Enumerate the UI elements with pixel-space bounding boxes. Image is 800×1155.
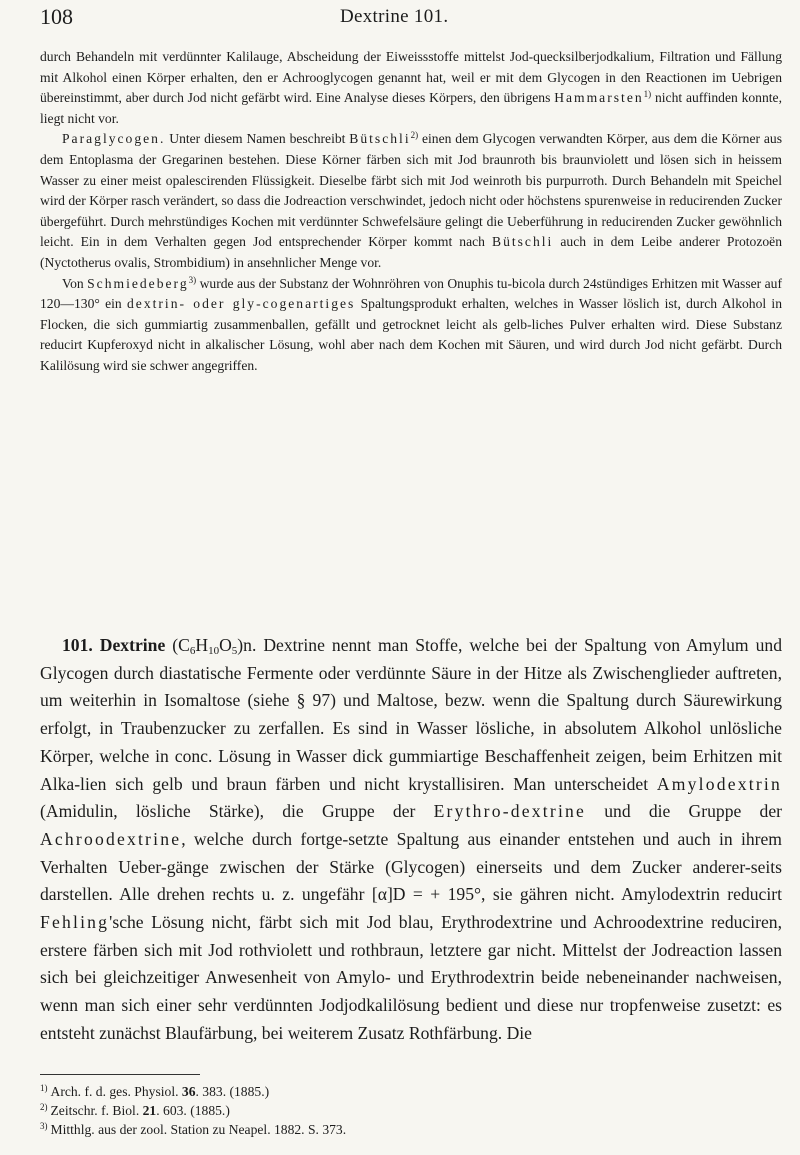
author-name: Bütschli: [492, 234, 554, 250]
term-erythrodextrine: Erythro-dextrine: [433, 801, 587, 822]
term-amylodextrin: Amylodextrin: [656, 773, 782, 794]
page-header: [40, 4, 785, 34]
chemical-formula: $(C_6H_{10}O_5)n$.: [172, 635, 257, 657]
section-number: 101.: [62, 635, 93, 655]
footnote-ref: 3): [188, 274, 197, 285]
footnote-ref: 2): [410, 130, 419, 141]
section-101-dextrine: [40, 632, 782, 1048]
small-print-text: [40, 47, 782, 377]
section-paragraph: 101. Dextrine $(C_6H_{10}O_5)n$. Dextrine nennt man Stoffe, welche bei der Spaltung von Amylum und Glycogen durch diastatische Fermente oder verdünnte Säure in der Hitze als Zwischenglieder auftreten, um weiterhin in Isomaltose (siehe § 97) und Maltose, bezw. wenn die Spaltung durch Säurewirkung erfolgt, in Traubenzucker zu zerfallen. Es sind in Wasser lösliche, in absolutem Alkohol unlösliche Körper, welche in conc. Lösung in Wasser dick gummiartige Beschaffenheit zeigen, beim Erhitzen mit Alka-lien sich gelb und braun färben und nicht krystallisiren. Man unterscheidet Amylodextrin (Amidulin, lösliche Stärke), die Gruppe der Erythro-dextrine und die Gruppe der Achroodextrine, welche durch fortge-setzte Spaltung aus einander entstehen und auch in ihrem Verhalten Ueber-gänge zwischen der Stärke (Glycogen) einerseits und dem Zucker anderer-seits darstellen. Alle drehen rechts u. z. ungefähr [α]D = + 195°, sie gähren nicht. Amylodextrin reducirt Fehling'sche Lösung nicht, färbt sich mit Jod blau, Erythrodextrine und Achroodextrine reduciren, erstere färben sich mit Jod rothviolett und rothbraun, letztere gar nicht. Mittelst der Jodreaction lassen sich bei gleichzeitiger Anwesenheit von Amylo- und Erythrodextrin beide nebeneinander nachweisen, wenn man sich einer sehr verdünnten Jodjodkalilösung bedient und diese nur tropfenweise zusetzt: es entsteht zunächst Blaufärbung, bei weiterem Zusatz Rothfärbung. Die: [40, 635, 782, 1043]
paragraph-schmiedeberg: Von Schmiedeberg$^{3)}$ wurde aus der Substanz der Wohnröhren von Onuphis tu-bicola durch 24stündiges Erhitzen mit Wasser auf 120—130° ein dextrin- oder gly-cogenartiges Spaltungsprodukt erhalten, welches in Wasser löslich ist, durch Alkohol in Flocken, die sich gummiartig zusammenballen, gefällt und getrocknet leicht als gelb-liches Pulver erhalten wird. Diese Substanz reducirt Kupferoxyd nicht in alkalischer Lösung, wohl aber nach dem Kochen mit Säuren, und wird durch Jod nicht gefärbt. Durch Kalilösung wird sie schwer angegriffen.: [40, 274, 783, 373]
author-name: Bütschli: [349, 131, 411, 147]
footnotes: [40, 1082, 346, 1139]
author-name: Hammarsten: [554, 90, 644, 106]
running-title: Dextrine 101.: [340, 6, 449, 27]
term-paraglycogen: Paraglycogen.: [62, 131, 166, 147]
book-page: [40, 0, 785, 1155]
author-name: Schmiedeberg: [87, 275, 189, 291]
page-number: 108: [40, 4, 73, 29]
author-name: Fehling: [40, 912, 110, 933]
footnote: $^{3)}$ Mitthlg. aus der zool. Station zu Neapel. 1882. S. 373.: [40, 1121, 347, 1137]
footnote-ref: 1): [643, 89, 652, 100]
term-dextrinartig: dextrin- oder gly-cogenartiges: [126, 296, 356, 312]
section-heading: Dextrine: [99, 635, 166, 655]
footnote-divider: [40, 1074, 200, 1075]
footnote: $^{2)}$ Zeitschr. f. Biol. 21. 603. (1885.): [40, 1102, 230, 1118]
term-achroodextrine: Achroodextrine: [40, 828, 182, 849]
paragraph-paraglycogen: Paraglycogen. Unter diesem Namen beschreibt Bütschli$^{2)}$ einen dem Glycogen verwandten Körper, aus dem die Körner aus dem Entoplasma der Gregarinen bestehen. Diese Körner färben sich mit Jod braunroth bis braunviolett und lösen sich in heissem Wasser zu einer meist opalescirenden Flüssigkeit. Dieselbe färbt sich mit Jod weinroth bis purpurroth. Durch Behandeln mit Speichel wird der Körper rasch verändert, so dass die Jodreaction verschwindet, jedoch nicht oder höchstens spurenweise in reducirenden Zucker übergeführt. Durch mehrstündiges Kochen mit verdünnter Schwefelsäure gelingt die Ueberführung in reducirenden Zucker gewöhnlich leicht. Ein in dem Verhalten gegen Jod entsprechender Körper kommt nach Bütschli auch in dem Leibe anderer Protozoën (Nyctotherus ovalis, Strombidium) in ansehnlicher Menge vor.: [40, 130, 783, 270]
footnote: $^{1)}$ Arch. f. d. ges. Physiol. 36. 383. (1885.): [40, 1083, 270, 1099]
paragraph-achrooglycogen: durch Behandeln mit verdünnter Kalilauge, Abscheidung der Eiweissstoffe mittelst Jod-quecksilberjodkalium, Filtration und Fällung mit Alkohol einen Körper erhalten, den er Achrooglycogen genannt hat, weil er mit dem Glycogen in den Reactionen im Uebrigen übereinstimmt, aber durch Jod nicht gefärbt wird. Eine Analyse dieses Körpers, den übrigens Hammarsten$^{1)}$ nicht auffinden konnte, liegt nicht vor.: [40, 49, 782, 126]
